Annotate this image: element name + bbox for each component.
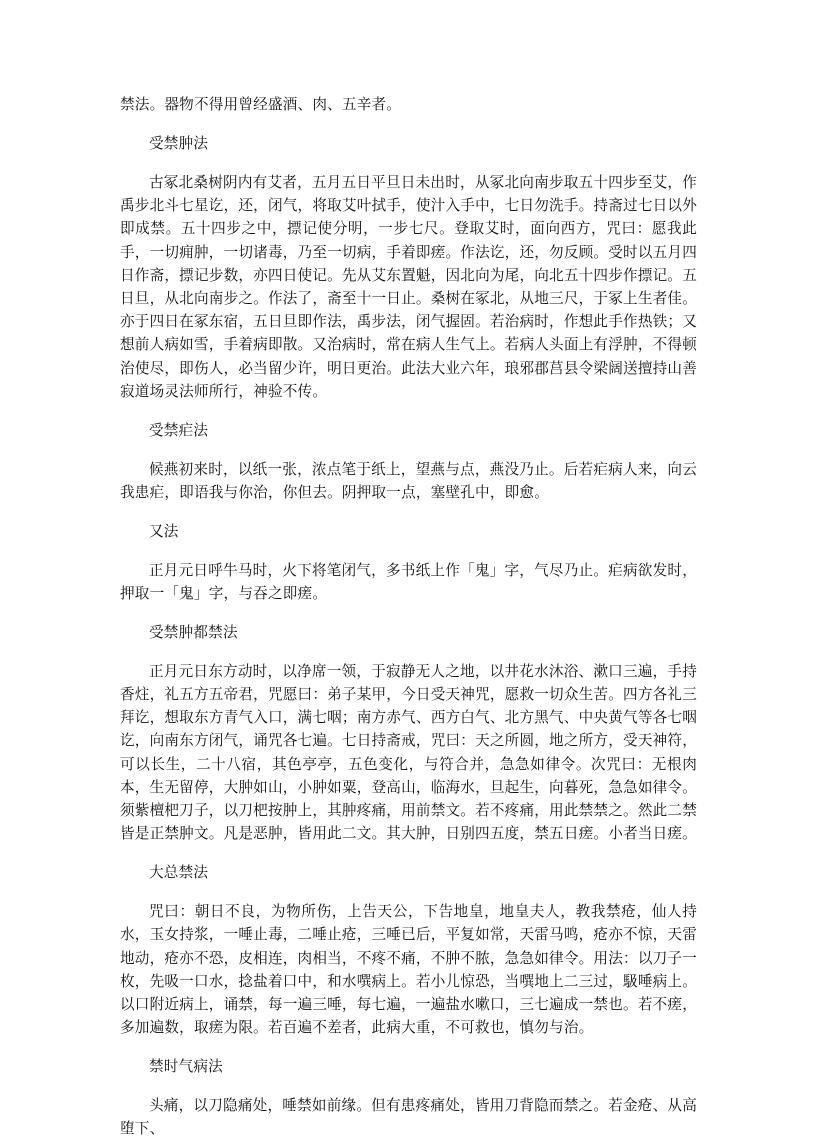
- section-heading-malaria: 受禁疟法: [149, 421, 209, 439]
- section-heading-grand-general: 大总禁法: [149, 864, 209, 882]
- opening-fragment: 禁法。器物不得用曾经盛酒、肉、五辛者。: [120, 96, 402, 113]
- section-body-alternate-method: 正月元日呼牛马时，火下将笔闭气，多书纸上作「鬼」字，气尽乃止。疟病欲发时，押取一「鬼」字，与吞之即瘥。: [120, 561, 697, 602]
- section-body-grand-general: 咒曰：朝日不良，为物所伤，上告天公，下告地皇，地皇夫人，教我禁疮，仙人持水，玉女持浆，一唾止毒，二唾止疮，三唾已后，平复如常，天雷马鸣，疮亦不惊，天雷地动，疮亦不恐，皮相连，肉相当，不疼不痛，不肿不脓，急急如律令。用法：以刀子一枚，先吸一口水，捻盐着口中，和水噀病上。若小儿惊恐，当噀地上二三过，馺唾病上。以口附近病上，诵禁，每一遍三唾，每七遍，一遍盐水嗽口，三七遍成一禁也。若不瘥，多加遍数，取瘥为限。若百遍不差者，此病大重，不可救也，慎勿与治。: [120, 903, 697, 1037]
- section-body-epidemic: 头痛，以刀隐痛处，唾禁如前缘。但有患疼痛处，皆用刀背隐而禁之。若金疮、从高堕下、: [120, 1097, 697, 1138]
- section-heading-alternate-method: 又法: [149, 523, 179, 541]
- section-heading-epidemic: 禁时气病法: [149, 1058, 223, 1076]
- section-body-swelling: 古冢北桑树阴内有艾者，五月五日平旦日未出时，从冢北向南步取五十四步至艾，作禹步北斗七星讫，还，闭气，将取艾叶拭手，使汁入手中，七日勿洗手。持斋过七日以外即成禁。五十四步之中，摽记使分明，一步七尺。登取艾时，面向西方，咒曰：愿我此手，一切痈肿，一切诸毒，乃至一切病，手着即瘥。作法讫，还，勿反顾。受时以五月四日作斋，摽记步数，亦四日使记。先从艾东置魁，因北向为尾，向北五十四步作摽记。五日旦，从北向南步之。作法了，斋至十一日止。桑树在冢北，从地三尺，于冢上生者佳。亦于四日在冢东宿，五日旦即作法，禹步法，闭气握固。若治病时，作想此手作热铁；又想前人病如雪，手着病即散。又治病时，常在病人生气上。若病人头面上有浮肿，不得顿治使尽，即伤人，必当留少许，明日更治。此法大业六年，琅邪郡莒县令梁阔送擅持山善寂道场灵法师所行，神验不传。: [120, 173, 697, 400]
- section-body-malaria: 候燕初来时，以纸一张，浓点笔于纸上，望燕与点，燕没乃止。后若疟病人来，向云我患疟，即语我与你治，你但去。阴押取一点，塞壁孔中，即愈。: [120, 460, 697, 501]
- section-body-swelling-general: 正月元日东方动时，以净席一领，于寂静无人之地，以井花水沐浴、漱口三遍，手持香炷，礼五方五帝君，咒愿曰：弟子某甲，今日受天神咒，愿救一切众生苦。四方各礼三拜讫，想取东方青气入口，满七咽；南方赤气、西方白气、北方黑气、中央黄气等各七咽讫，向南东方闭气，诵咒各七遍。七日持斋戒，咒曰：天之所圆，地之所方，受天神符，可以长生，二十八宿，其色亭亭，五色变化，与符合并，急急如律令。次咒曰：无根肉本，生无留停，大肿如山，小肿如粟，登高山，临海水，旦起生，向暮死，急急如律令。须紫檀杷刀子，以刀杷按肿上，其肿疼痛，用前禁文。若不疼痛，用此禁禁之。然此二禁皆是正禁肿文。凡是恶肿，皆用此二文。其大肿，日别四五度，禁五日瘥。小者当日瘥。: [120, 662, 697, 843]
- document-page: [120, 93, 697, 1141]
- section-heading-swelling-general: 受禁肿都禁法: [149, 624, 238, 642]
- section-heading-swelling: 受禁肿法: [149, 135, 209, 153]
